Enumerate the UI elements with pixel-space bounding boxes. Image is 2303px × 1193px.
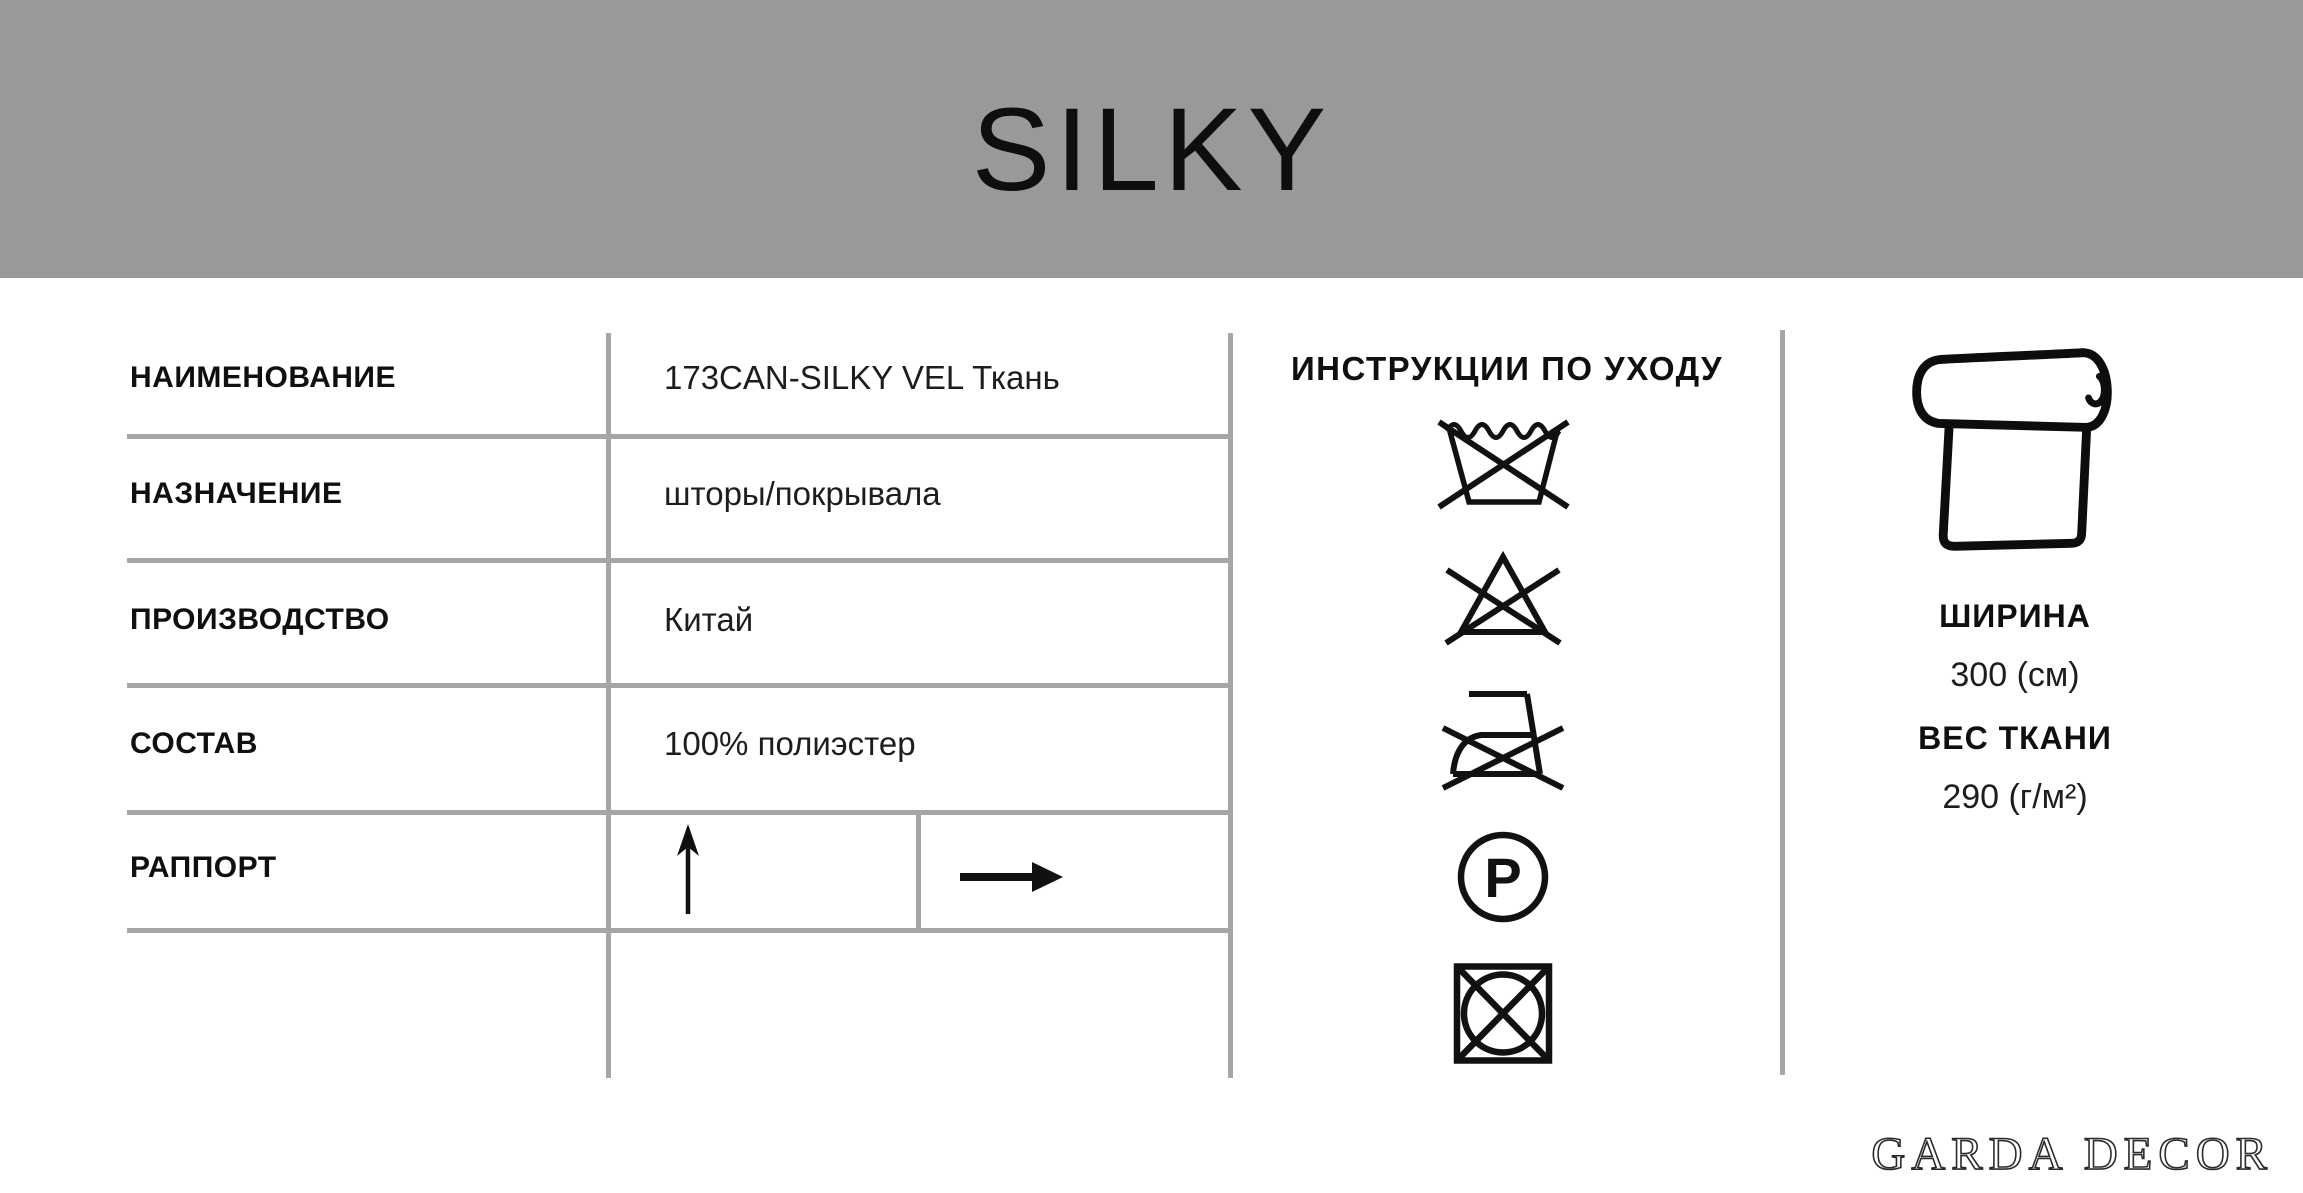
header-band — [0, 0, 2303, 278]
section-divider — [1780, 330, 1785, 1075]
table-row-divider — [127, 810, 1233, 815]
do-not-tumble-dry-icon — [1451, 960, 1555, 1067]
product-title: SILKY — [971, 84, 1332, 216]
care-instructions-title: ИНСТРУКЦИИ ПО УХОДУ — [1290, 350, 1724, 387]
table-right-border — [1228, 333, 1233, 1078]
do-not-iron-icon — [1439, 682, 1567, 792]
width-value: 300 (см) — [1950, 656, 2080, 694]
width-label: ШИРИНА — [1939, 598, 2091, 634]
table-row-divider — [127, 928, 1233, 933]
arrow-right-icon — [956, 859, 1066, 895]
spec-value-purpose: шторы/покрывала — [664, 475, 941, 512]
fabric-roll-icon — [1895, 336, 2123, 562]
spec-label-production: ПРОИЗВОДСТВО — [130, 603, 390, 636]
spec-value-name: 173CAN-SILKY VEL Ткань — [664, 359, 1060, 396]
spec-value-composition: 100% полиэстер — [664, 725, 916, 762]
spec-label-purpose: НАЗНАЧЕНИЕ — [130, 477, 343, 510]
spec-label-composition: СОСТАВ — [130, 727, 258, 760]
table-row-divider — [127, 434, 1233, 439]
svg-text:P: P — [1484, 846, 1522, 909]
weight-value: 290 (г/м²) — [1942, 778, 2088, 816]
table-row-divider — [127, 558, 1233, 563]
arrow-up-icon — [668, 820, 708, 920]
rapport-cell-divider — [916, 810, 921, 933]
spec-label-rapport: РАППОРТ — [130, 851, 277, 884]
weight-label: ВЕС ТКАНИ — [1918, 720, 2112, 756]
dry-clean-p-icon — [1455, 829, 1551, 925]
do-not-bleach-icon — [1439, 550, 1567, 650]
spec-value-production: Китай — [664, 601, 754, 638]
do-not-wash-icon — [1431, 416, 1576, 512]
spec-label-name: НАИМЕНОВАНИЕ — [130, 361, 396, 394]
brand-logo: GARDA DECOR — [1871, 1128, 2273, 1180]
table-row-divider — [127, 683, 1233, 688]
table-column-divider — [606, 333, 611, 1078]
